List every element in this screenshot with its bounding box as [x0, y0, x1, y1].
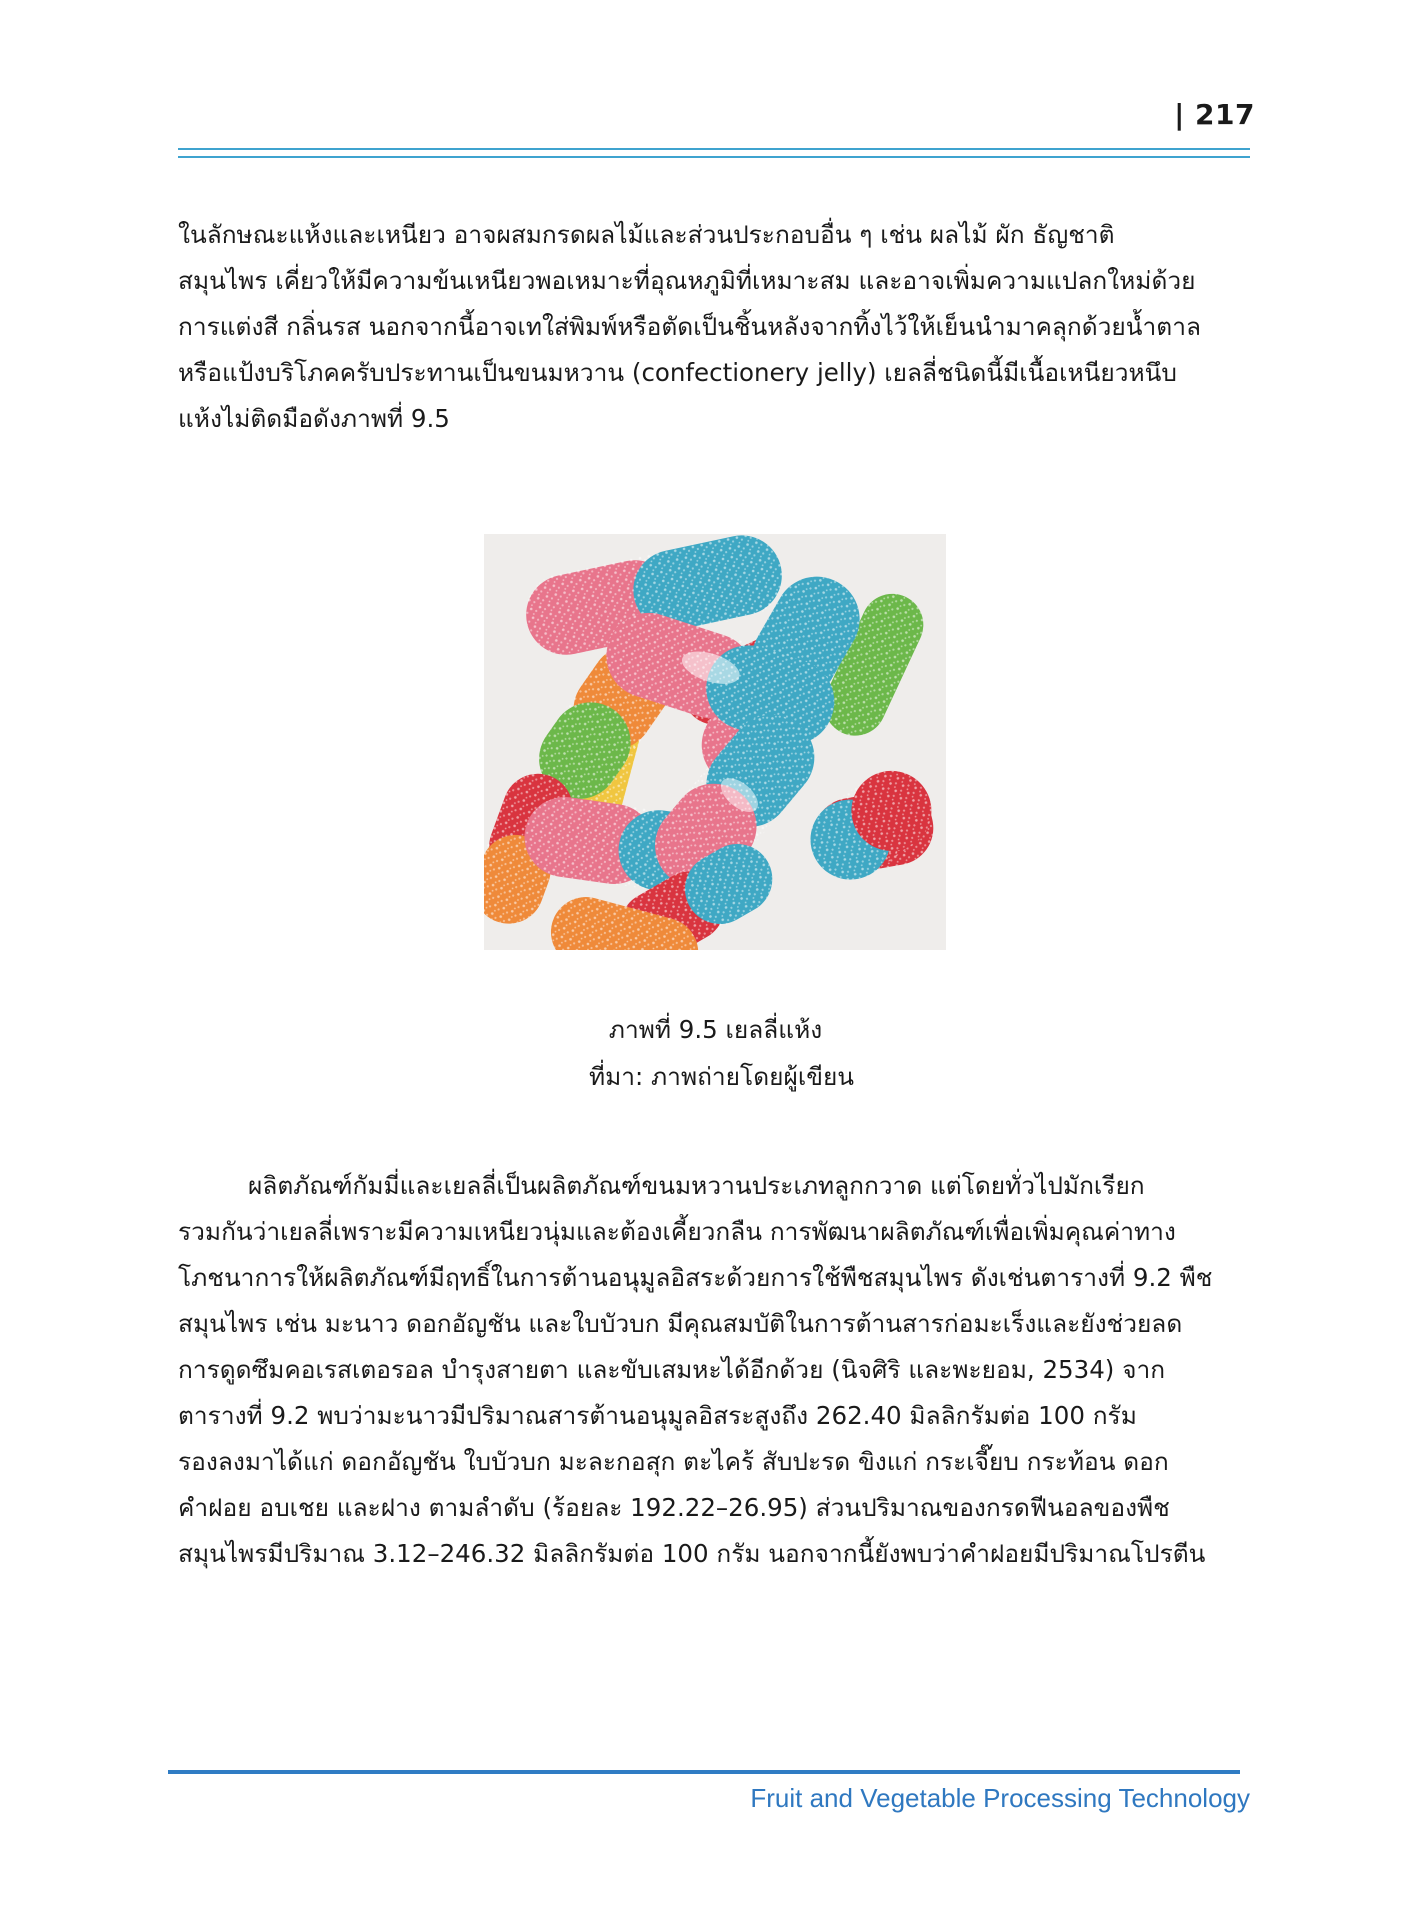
- intro-paragraph: [178, 212, 1250, 442]
- page-number: | 217: [1174, 98, 1255, 131]
- paragraph-line: สมุนไพร เคี่ยวให้มีความข้นเหนียวพอเหมาะที่อุณหภูมิที่เหมาะสม และอาจเพิ่มความแปลกใหม่ด้วย: [178, 266, 1196, 295]
- paragraph-line: การดูดซึมคอเรสเตอรอล บำรุงสายตา และขับเสมหะได้อีกด้วย (นิจศิริ และพะยอม, 2534) จาก: [178, 1355, 1166, 1384]
- paragraph-line: สมุนไพรมีปริมาณ 3.12–246.32 มิลลิกรัมต่อ 100 กรัม นอกจากนี้ยังพบว่าคำฝอยมีปริมาณโปรตีน: [178, 1539, 1206, 1568]
- header-rule: [178, 148, 1250, 158]
- body-paragraph: [178, 1163, 1250, 1577]
- footer-title: Fruit and Vegetable Processing Technology: [750, 1783, 1250, 1813]
- paragraph-line: คำฝอย อบเชย และฝาง ตามลำดับ (ร้อยละ 192.22–26.95) ส่วนปริมาณของกรดฟีนอลของพืช: [178, 1493, 1170, 1522]
- paragraph-line: การแต่งสี กลิ่นรส นอกจากนี้อาจเทใส่พิมพ์หรือตัดเป็นชิ้นหลังจากทิ้งไว้ให้เย็นนำมาคลุกด้วยน้ำตาล: [178, 312, 1201, 341]
- photo-icon: [484, 534, 946, 950]
- paragraph-line: แห้งไม่ติดมือดังภาพที่ 9.5: [178, 404, 450, 433]
- paragraph-line: รองลงมาได้แก่ ดอกอัญชัน ใบบัวบก มะละกอสุก ตะไคร้ สับปะรด ขิงแก่ กระเจี๊ยบ กระท้อน ดอก: [178, 1447, 1169, 1476]
- paragraph-line: หรือแป้งบริโภคครับประทานเป็นขนมหวาน (confectionery jelly) เยลลี่ชนิดนี้มีเนื้อเหนียวหนึบ: [178, 358, 1177, 387]
- gummy-worms-photo: [484, 534, 946, 950]
- paragraph-line: ตารางที่ 9.2 พบว่ามะนาวมีปริมาณสารต้านอนุมูลอิสระสูงถึง 262.40 มิลลิกรัมต่อ 100 กรัม: [178, 1401, 1137, 1430]
- paragraph-line: ผลิตภัณฑ์กัมมี่และเยลลี่เป็นผลิตภัณฑ์ขนมหวานประเภทลูกกวาด แต่โดยทั่วไปมักเรียก: [248, 1171, 1145, 1200]
- figure-source: ที่มา: ภาพถ่ายโดยผู้เขียน: [588, 1062, 855, 1091]
- footer-rule: [168, 1770, 1240, 1774]
- paragraph-line: รวมกันว่าเยลลี่เพราะมีความเหนียวนุ่มและต้องเคี้ยวกลืน การพัฒนาผลิตภัณฑ์เพื่อเพิ่มคุณค่าทาง: [178, 1217, 1176, 1246]
- paragraph-line: ในลักษณะแห้งและเหนียว อาจผสมกรดผลไม้และส่วนประกอบอื่น ๆ เช่น ผลไม้ ผัก ธัญชาติ: [178, 220, 1115, 249]
- paragraph-line: โภชนาการให้ผลิตภัณฑ์มีฤทธิ์ในการต้านอนุมูลอิสระด้วยการใช้พืชสมุนไพร ดังเช่นตารางที่ 9.2 พืช: [178, 1263, 1213, 1292]
- figure-caption: ภาพที่ 9.5 เยลลี่แห้ง: [608, 1015, 823, 1044]
- paragraph-line: สมุนไพร เช่น มะนาว ดอกอัญชัน และใบบัวบก มีคุณสมบัติในการต้านสารก่อมะเร็งและยังช่วยลด: [178, 1309, 1183, 1338]
